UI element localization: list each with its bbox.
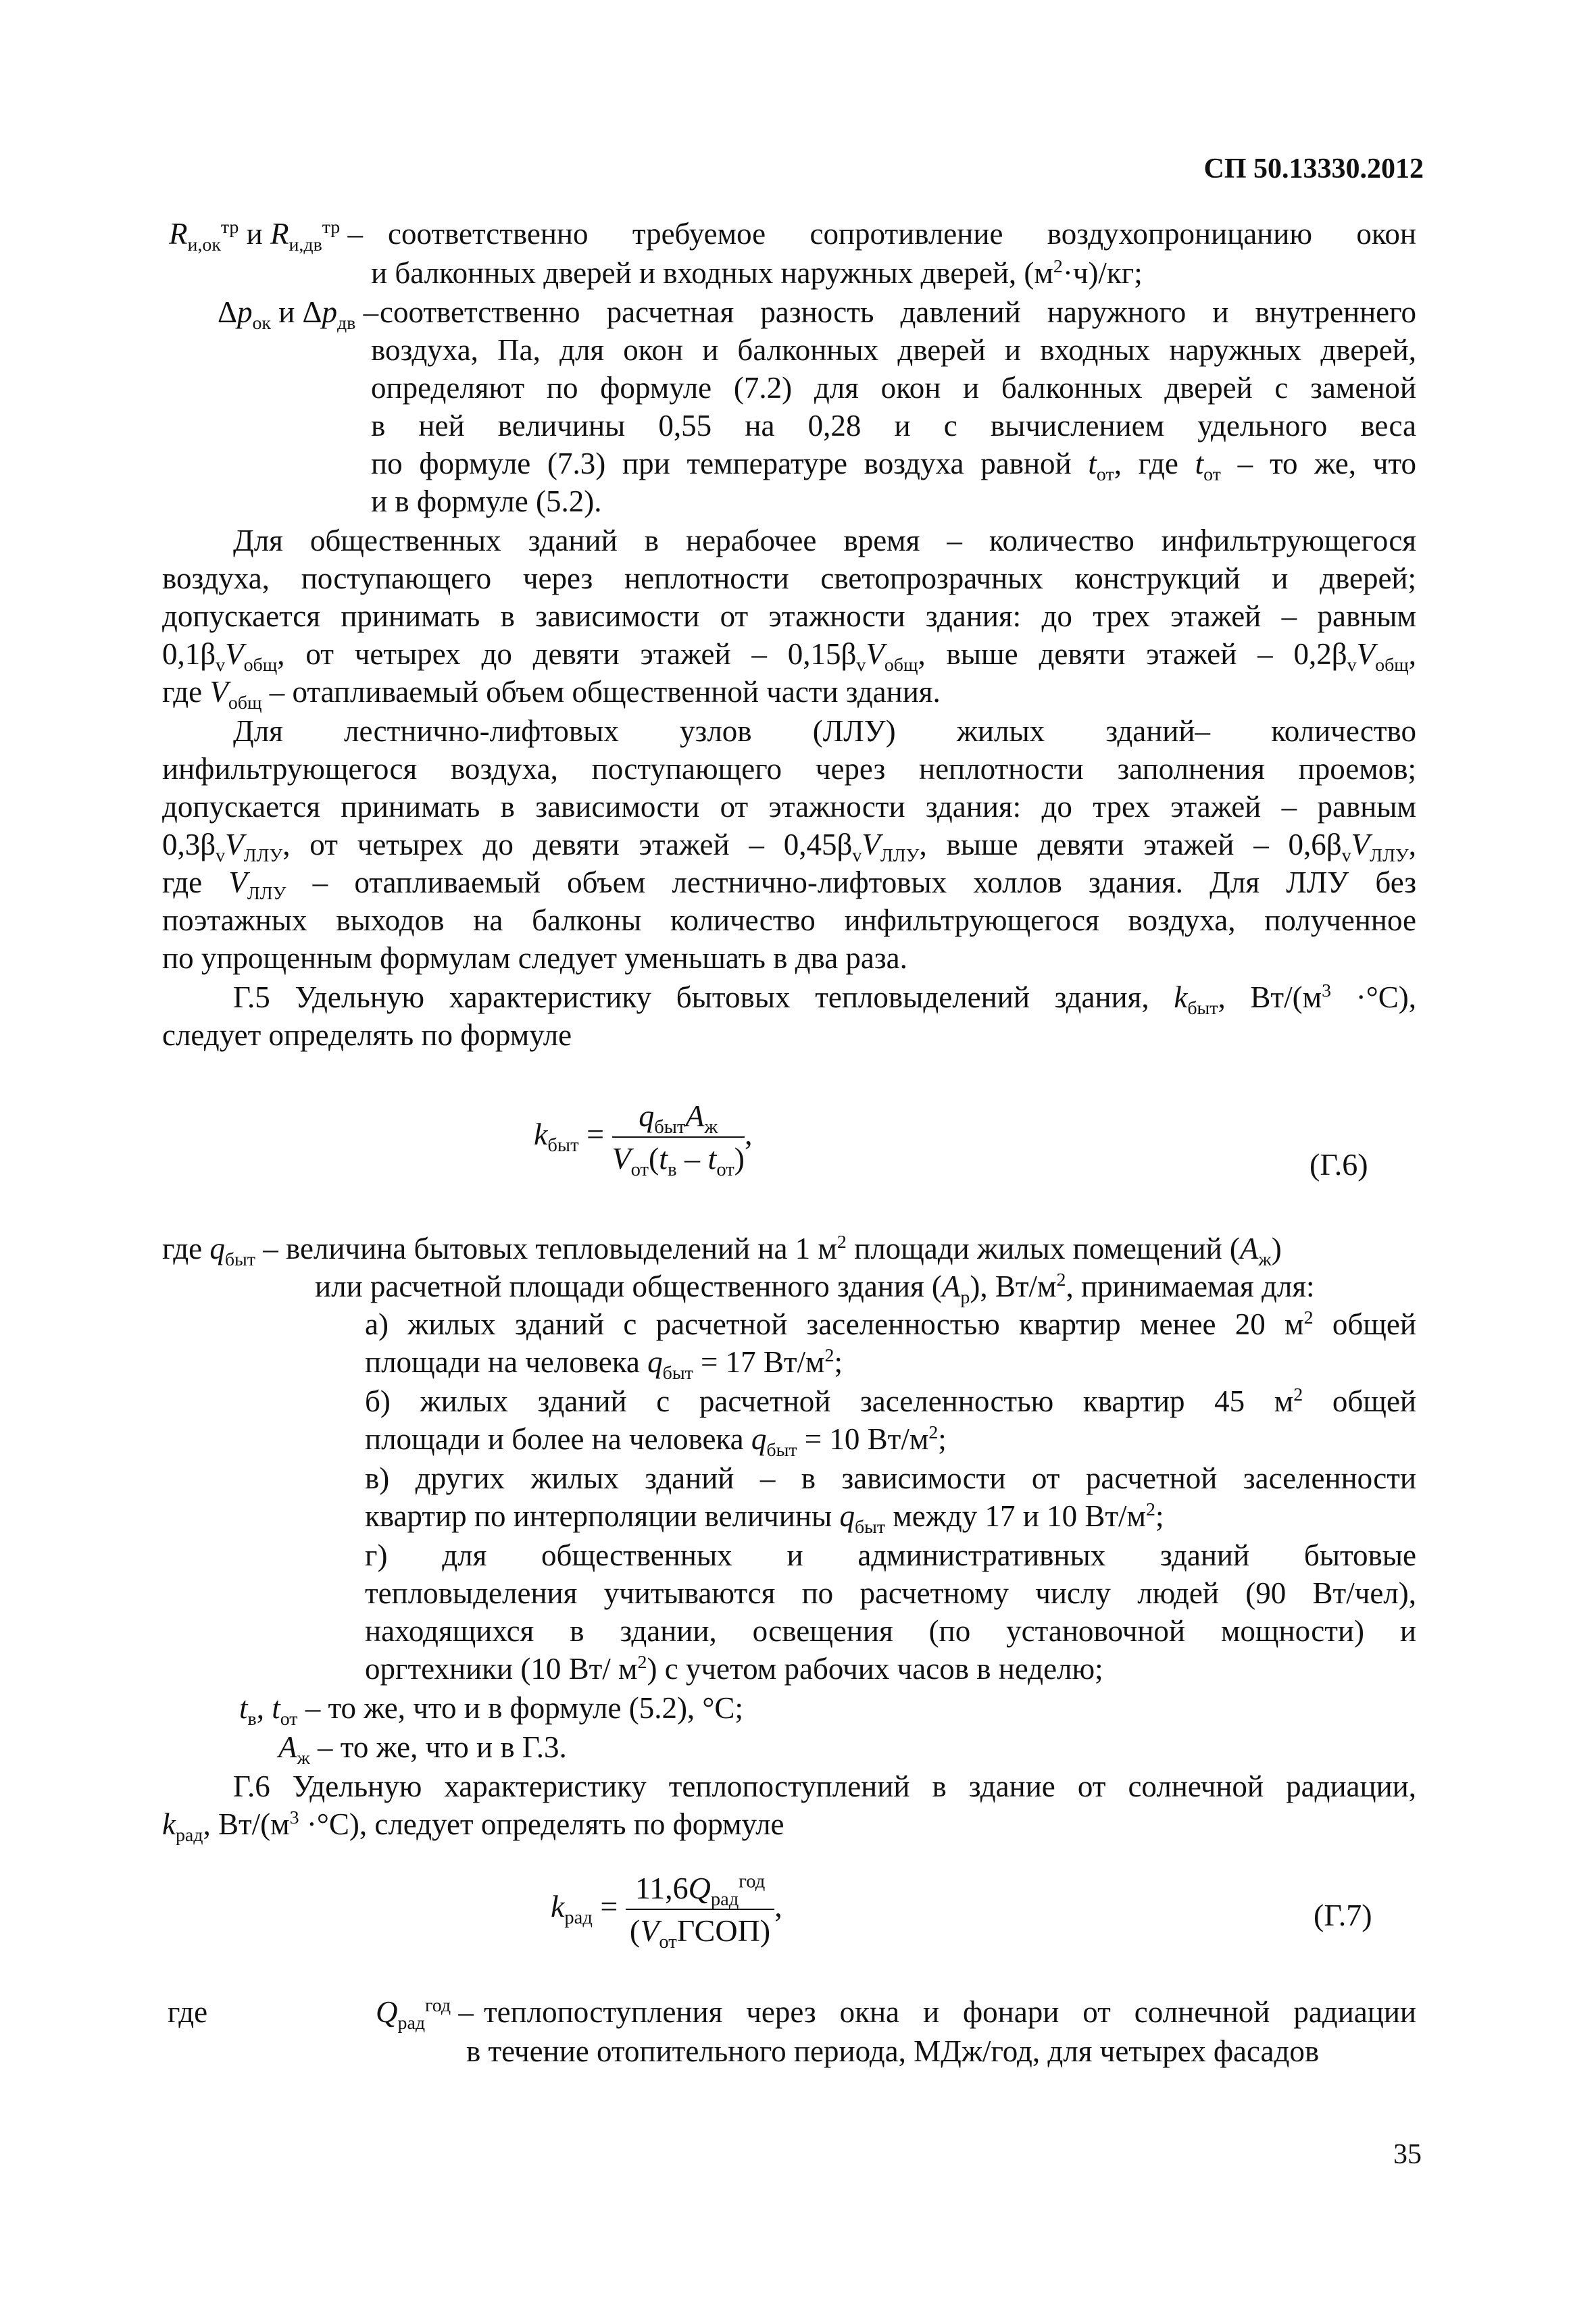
def-line: и балконных дверей и входных наружных дверей, $(м^2\cdot ч)/кг$; (371, 256, 1143, 290)
paragraph-line: допускается принимать в зависимости от этажности здания: до трех этажей – равным (162, 790, 1416, 824)
section-g5-line: Г.5 Удельную характеристику бытовых тепловыделений здания, $k_{быт}$, $Вт/(м^3 \cdot^\circ С)$, (233, 980, 1416, 1019)
paragraph-line: по упрощенным формулам следует уменьшать в два раза. (162, 941, 907, 975)
equation-lhs: $k_{быт}$ = (534, 1116, 605, 1156)
equation-g6 (534, 1098, 753, 1181)
def-line: теплопоступления через окна и фонари от солнечной радиации (484, 1995, 1416, 2029)
equation-label-g6: (Г.6) (1310, 1147, 1368, 1182)
list-item-a-cont: площади на человека $q_{быт} = 17$ $Вт/м^2$; (365, 1345, 843, 1384)
paragraph-line: воздуха, поступающего через неплотности светопрозрачных конструкций и дверей; (162, 561, 1416, 595)
def-line: или расчетной площади общественного здания $(A_р)$, $Вт/м^2$, принимаемая для: (315, 1269, 1315, 1308)
list-item-d-cont: оргтехники (10 Вт/ $м^2$) с учетом рабочих часов в неделю; (365, 1652, 1103, 1686)
def-term-resistance: $R_{и,ок}^{тр}$ и $R_{и,дв}^{тр}$ – (169, 217, 363, 255)
section-g6-line: Г.6 Удельную характеристику теплопоступлений в здание от солнечной радиации, (233, 1769, 1416, 1803)
equation-g7 (551, 1870, 782, 1953)
list-item-d-cont: находящихся в здании, освещения (по установочной мощности) и (365, 1614, 1416, 1648)
def-line: соответственно требуемое сопротивление воздухопроницанию окон (388, 217, 1416, 251)
equation-denominator: $(V_{от}ГСОП)$ (629, 1913, 771, 1953)
def-line: воздуха, Па, для окон и балконных дверей и входных наружных дверей, (371, 333, 1416, 367)
def-line: и в формуле (5.2). (371, 484, 602, 518)
list-item-d-cont: тепловыделения учитываются по расчетному числу людей (90 Вт/чел), (365, 1576, 1416, 1610)
def-line-a: $A_ж$ – то же, что и в Г.3. (278, 1730, 567, 1769)
equation-tail: , (745, 1116, 753, 1151)
equation-denominator: $V_{от}(t_в - t_{от})$ (612, 1141, 745, 1181)
def-line: соответственно расчетная разность давлений наружного и внутреннего (380, 295, 1416, 329)
equation-numerator: $11,6Q_{рад}^{год}$ (626, 1870, 774, 1910)
equation-numerator: $q_{быт}A_ж$ (612, 1098, 745, 1138)
list-item-c: в) других жилых зданий – в зависимости от расчетной заселенности (365, 1461, 1416, 1495)
equation-fraction (626, 1870, 774, 1953)
document-code: СП 50.13330.2012 (1203, 153, 1424, 184)
paragraph-line: $0,1\beta_vV_{общ}$, от четырех до девяти этажей – $0,15\beta_vV_{общ}$, выше девяти этажей – $0,2\beta_vV_{общ}$, (162, 637, 1416, 676)
paragraph-line: где $V_{общ}$ – отапливаемый объем общественной части здания. (162, 675, 941, 713)
list-item-d: г) для общественных и административных зданий бытовые (365, 1538, 1416, 1572)
equation-label-g7: (Г.7) (1314, 1898, 1372, 1932)
paragraph-line: допускается принимать в зависимости от этажности здания: до трех этажей – равным (162, 599, 1416, 633)
def-where: где (168, 1995, 208, 2029)
def-line: где $q_{быт}$ – величина бытовых тепловыделений на 1 $м^2$ площади жилых помещений $(A_ж)$ (162, 1232, 1282, 1270)
paragraph-line: Для общественных зданий в нерабочее время – количество инфильтрующегося (233, 524, 1416, 557)
equation-fraction (612, 1098, 745, 1181)
paragraph-line: где $V_{ЛЛУ}$ – отапливаемый объем лестнично-лифтовых холлов здания. Для ЛЛУ без (162, 865, 1416, 904)
list-item-b: б) жилых зданий с расчетной заселенностью квартир 45 $м^2$ общей (365, 1384, 1416, 1418)
page-number: 35 (1393, 2139, 1422, 2170)
def-term-q: $Q_{рад}^{год}$ – (376, 1995, 474, 2034)
def-line: определяют по формуле (7.2) для окон и балконных дверей с заменой (371, 371, 1416, 405)
def-term-pressure: $\Delta p_{ок}$ и $\Delta p_{дв}$ – (218, 295, 379, 334)
paragraph-line: поэтажных выходов на балконы количество инфильтрующегося воздуха, полученное (162, 903, 1416, 937)
paragraph-line: Для лестнично-лифтовых узлов (ЛЛУ) жилых зданий– количество (233, 714, 1416, 748)
def-line-t: $t_в$, $t_{от}$ – то же, что и в формуле (5.2), °С; (239, 1691, 743, 1730)
paragraph-line: $0,3\beta_vV_{ЛЛУ}$, от четырех до девяти этажей – $0,45\beta_vV_{ЛЛУ}$, выше девяти этажей – $0,6\beta_vV_{ЛЛУ}$, (162, 828, 1416, 866)
section-g6-line: $k_{рад}$, $Вт/(м^3 \cdot^\circ С)$, следует определять по формуле (162, 1807, 784, 1846)
def-line: по формуле (7.3) при температуре воздуха равной $t_{от}$, где $t_{от}$ – то же, что (371, 447, 1416, 485)
def-line: в ней величины 0,55 на 0,28 и с вычислением удельного веса (371, 409, 1416, 443)
equation-tail: , (774, 1888, 782, 1923)
list-item-b-cont: площади и более на человека $q_{быт} = 10$ $Вт/м^2$; (365, 1422, 947, 1461)
equation-lhs: $k_{рад}$ = (551, 1888, 618, 1928)
def-line: в течение отопительного периода, МДж/год, для четырех фасадов (466, 2034, 1320, 2068)
section-g5-line: следует определять по формуле (162, 1018, 572, 1052)
list-item-a: а) жилых зданий с расчетной заселенностью квартир менее 20 $м^2$ общей (365, 1307, 1416, 1341)
list-item-c-cont: квартир по интерполяции величины $q_{быт}$ между 17 и 10 $Вт/м^2$; (365, 1499, 1164, 1538)
paragraph-line: инфильтрующегося воздуха, поступающего через неплотности заполнения проемов; (162, 752, 1416, 786)
